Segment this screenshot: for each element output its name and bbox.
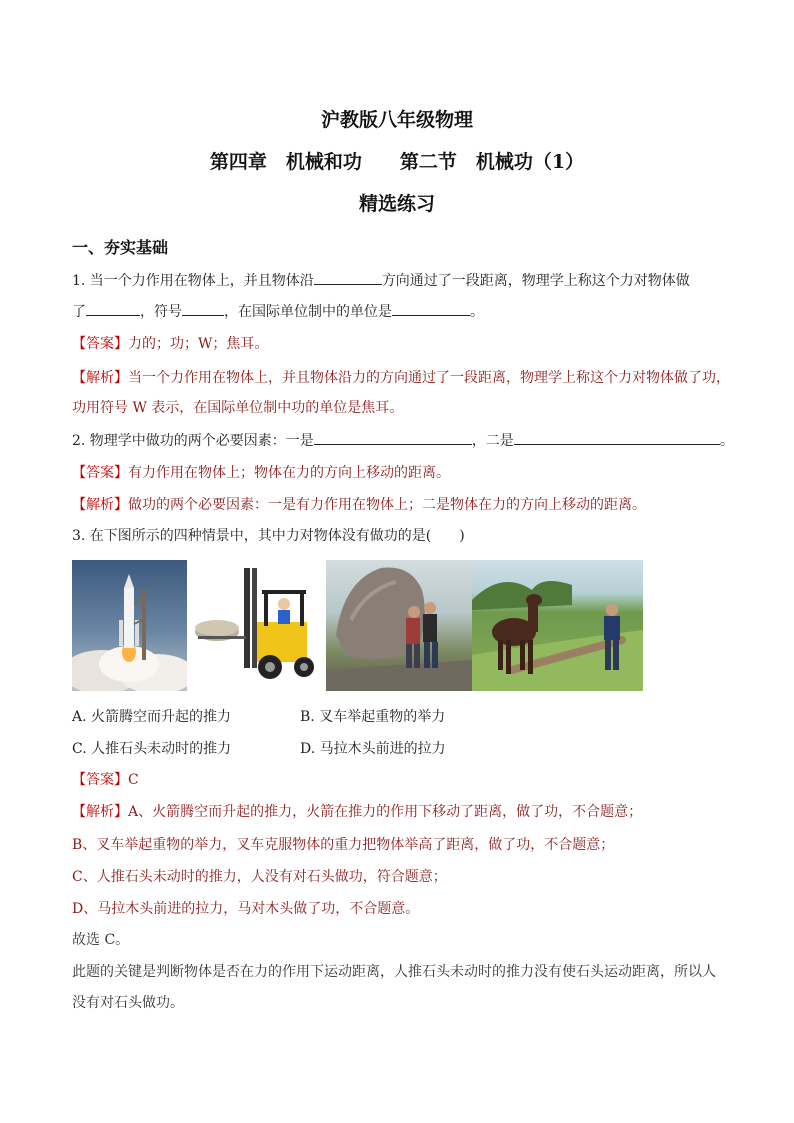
q1-analysis-line2: 功用符号 W 表示，在国际单位制中功的单位是焦耳。: [72, 400, 404, 416]
answer-text: 力的；功；W；焦耳。: [128, 336, 269, 352]
q3-analysis-d: D、马拉木头前进的拉力，马对木头做了功，不合题意。: [72, 901, 420, 917]
answer-text: C: [128, 772, 139, 788]
q2-blank-1[interactable]: [314, 430, 472, 445]
q2-answer: [72, 463, 450, 483]
push-rock-drawing: [326, 560, 472, 691]
q2-text-b: ，二是: [471, 433, 514, 449]
q1-analysis-line1: [72, 368, 730, 388]
option-c[interactable]: C. 人推石头未动时的推力: [72, 741, 232, 757]
q3-note-line2: 没有对石头做功。: [72, 995, 184, 1011]
subtitle: 精选练习: [358, 193, 435, 215]
push-rock-photo: [326, 560, 472, 691]
document-title: 沪教版八年级物理: [320, 109, 473, 131]
q3-stem: 3. 在下图所示的四种情景中，其中力对物体没有做功的是( ): [72, 528, 465, 544]
answer-text: 有力作用在物体上；物体在力的方向上移动的距离。: [128, 465, 450, 481]
q1-line1: [72, 270, 690, 291]
q1-blank-1[interactable]: [314, 270, 382, 285]
analysis-text: A、火箭腾空而升起的推力，火箭在推力的作用下移动了距离，做了功，不合题意；: [128, 804, 643, 820]
analysis-tag: 【解析】: [72, 804, 128, 820]
q3-note-line1: 此题的关键是判断物体是否在力的作用下运动距离，人推石头未动时的推力没有使石头运动距离，所以人: [72, 964, 716, 980]
rocket-launch-drawing: [72, 560, 187, 691]
analysis-tag: 【解析】: [72, 497, 128, 513]
answer-tag: 【答案】: [72, 336, 128, 352]
q2-line: [72, 430, 734, 451]
chapter-heading: 第四章 机械和功 第二节 机械功（1）: [209, 151, 585, 173]
q1-answer: [72, 334, 268, 354]
q3-analysis-c: C、人推石头未动时的推力，人没有对石头做功，符合题意；: [72, 869, 447, 885]
q1-text-f: 。: [470, 304, 484, 320]
analysis-tag: 【解析】: [72, 370, 128, 386]
q1-blank-3[interactable]: [182, 301, 224, 316]
q1-text-e: ，在国际单位制中的单位是: [224, 304, 392, 320]
option-d[interactable]: D. 马拉木头前进的拉力: [300, 741, 446, 757]
forklift-drawing: [192, 562, 323, 690]
q2-blank-2[interactable]: [514, 430, 720, 445]
option-a[interactable]: A. 火箭腾空而升起的推力: [72, 709, 232, 725]
q1-text-c: 了: [72, 304, 86, 320]
analysis-text: 当一个力作用在物体上，并且物体沿力的方向通过了一段距离，物理学上称这个力对物体做了功，: [128, 370, 730, 386]
q2-text-c: 。: [719, 433, 734, 449]
q3-analysis-a: [72, 802, 642, 822]
q1-line2: [72, 301, 484, 322]
horse-pull-log-photo: [472, 560, 643, 691]
option-b[interactable]: B. 叉车举起重物的举力: [300, 709, 446, 725]
q1-text-a: 1. 当一个力作用在物体上，并且物体沿: [72, 273, 314, 289]
q1-text-d: ，符号: [140, 304, 182, 320]
rocket-launch-photo: [72, 560, 187, 691]
analysis-text: 做功的两个必要因素：一是有力作用在物体上；二是物体在力的方向上移动的距离。: [128, 497, 646, 513]
q3-analysis-b: B、叉车举起重物的举力，叉车克服物体的重力把物体举高了距离，做了功，不合题意；: [72, 837, 615, 853]
q1-text-b: 方向通过了一段距离，物理学上称这个力对物体做: [381, 273, 690, 289]
q2-text-a: 2. 物理学中做功的两个必要因素：一是: [72, 433, 314, 449]
forklift-photo: [192, 562, 323, 690]
q2-analysis: [72, 495, 646, 515]
q1-blank-2[interactable]: [86, 301, 140, 316]
horse-pull-log-drawing: [472, 560, 643, 691]
q1-blank-4[interactable]: [392, 301, 470, 316]
answer-tag: 【答案】: [72, 465, 128, 481]
section-heading: 一、夯实基础: [72, 238, 169, 257]
answer-tag: 【答案】: [72, 772, 128, 788]
q3-conclusion: 故选 C。: [72, 932, 130, 948]
q3-answer: [72, 770, 139, 790]
